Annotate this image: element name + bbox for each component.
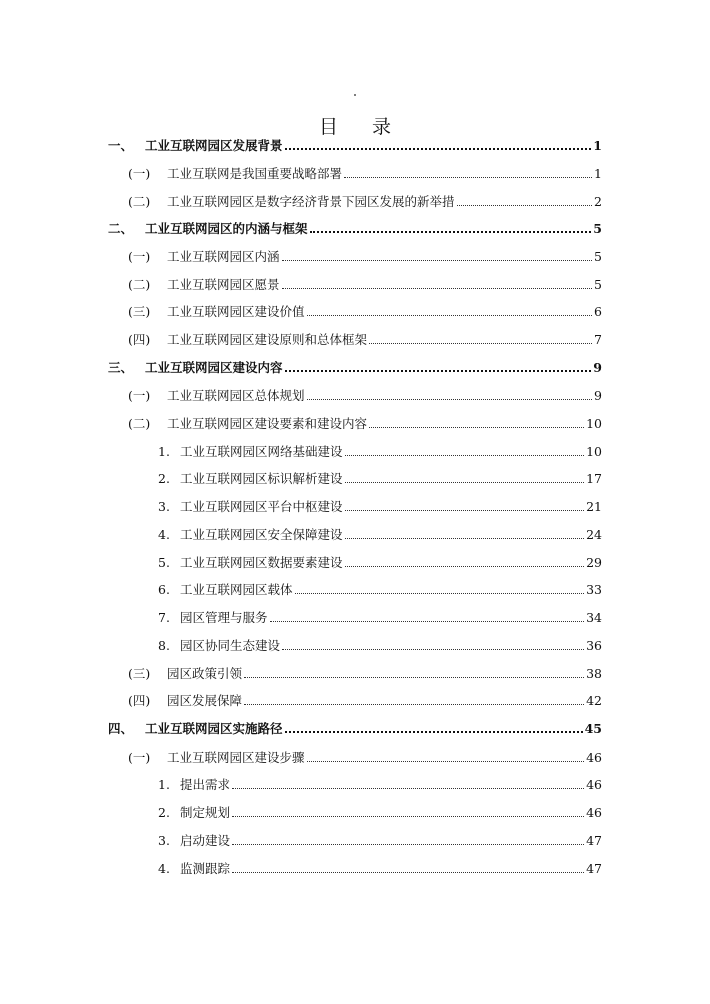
toc-entry-page: 24	[586, 527, 602, 542]
toc-entry-page: 1	[593, 138, 602, 153]
dot-leader	[244, 677, 584, 678]
dot-leader	[310, 231, 592, 233]
toc-entry-number: (四)	[128, 332, 151, 347]
toc-entry-page: 34	[586, 610, 602, 625]
toc-entry-number: (二)	[128, 194, 151, 209]
toc-entry[interactable]	[128, 689, 602, 709]
toc-entry-number: (二)	[128, 416, 151, 431]
dot-leader	[282, 260, 593, 261]
toc-entry[interactable]	[158, 551, 602, 571]
toc-entry-number: 二、	[108, 221, 134, 236]
toc-entry[interactable]	[158, 467, 602, 487]
toc-entry-title: 园区管理与服务	[180, 610, 268, 625]
toc-entry-page: 38	[586, 666, 602, 681]
toc-entry-page: 42	[586, 693, 602, 708]
toc-entry-number: 三、	[108, 360, 134, 375]
dot-leader	[244, 704, 584, 705]
toc-entry[interactable]	[158, 634, 602, 654]
toc-entry-number: 1.	[158, 444, 170, 459]
toc-entry-title: 工业互联网是我国重要战略部署	[167, 166, 343, 181]
toc-entry-page: 6	[594, 304, 602, 319]
toc-entry[interactable]	[158, 578, 602, 598]
page-title: 目 录	[318, 116, 406, 138]
toc-entry[interactable]	[128, 328, 602, 348]
dot-leader	[307, 761, 585, 762]
toc-entry[interactable]	[158, 606, 602, 626]
dot-leader	[232, 844, 584, 845]
toc-entry-title: 工业互联网园区网络基础建设	[180, 444, 343, 459]
toc-entry-title: 园区发展保障	[167, 693, 243, 708]
toc-entry-number: (一)	[128, 166, 151, 181]
toc-entry-title: 启动建设	[180, 833, 231, 848]
toc-entry[interactable]	[128, 190, 602, 210]
toc-entry[interactable]	[128, 162, 602, 182]
toc-entry-number: 6.	[158, 582, 170, 597]
toc-entry[interactable]	[158, 857, 602, 877]
toc-entry-page: 1	[594, 166, 602, 181]
toc-entry[interactable]	[158, 829, 602, 849]
toc-entry-page: 10	[586, 416, 602, 431]
toc-entry-title: 工业互联网园区建设要素和建设内容	[167, 416, 368, 431]
toc-entry-title: 工业互联网园区内涵	[167, 249, 280, 264]
toc-entry-page: 9	[594, 388, 602, 403]
toc-entry-number: 4.	[158, 861, 170, 876]
toc-entry-page: 2	[594, 194, 602, 209]
toc-entry[interactable]	[128, 273, 602, 293]
dot-leader	[307, 399, 593, 400]
toc-entry-page: 21	[586, 499, 602, 514]
toc-entry-title: 工业互联网园区数据要素建设	[180, 555, 343, 570]
toc-entry[interactable]	[128, 300, 602, 320]
toc-entry-number: 5.	[158, 555, 170, 570]
toc-entry-number: 2.	[158, 471, 170, 486]
toc-entry-title: 工业互联网园区建设步骤	[167, 750, 305, 765]
toc-entry-page: 45	[584, 721, 602, 736]
toc-entry[interactable]	[128, 662, 602, 682]
toc-entry-title: 监测跟踪	[180, 861, 231, 876]
dot-leader	[345, 455, 585, 456]
toc-entry-number: (二)	[128, 277, 151, 292]
dot-leader	[232, 816, 584, 817]
toc-entry[interactable]	[108, 217, 602, 237]
toc-entry-page: 7	[594, 332, 602, 347]
toc-entry-title: 工业互联网园区总体规划	[167, 388, 305, 403]
toc-entry-page: 46	[586, 805, 602, 820]
toc-entry-title: 工业互联网园区的内涵与框架	[145, 221, 308, 236]
toc-entry[interactable]	[158, 523, 602, 543]
toc-entry-title: 工业互联网园区实施路径	[145, 721, 283, 736]
toc-entry-page: 47	[586, 861, 602, 876]
toc-entry-page: 9	[593, 360, 602, 375]
toc-entry[interactable]	[158, 495, 602, 515]
dot-leader	[285, 731, 583, 733]
toc-entry-number: 四、	[108, 721, 134, 736]
toc-entry-number: 8.	[158, 638, 170, 653]
toc-entry-number: (三)	[128, 304, 151, 319]
toc-entry-title: 工业互联网园区标识解析建设	[180, 471, 343, 486]
toc-entry-title: 制定规划	[180, 805, 231, 820]
toc-entry-number: (三)	[128, 666, 151, 681]
toc-entry-title: 工业互联网园区建设价值	[167, 304, 305, 319]
dot-leader	[282, 649, 584, 650]
dot-leader	[232, 872, 584, 873]
dot-leader	[285, 148, 592, 150]
toc-entry-page: 5	[594, 249, 602, 264]
toc-entry-title: 工业互联网园区愿景	[167, 277, 280, 292]
toc-entry[interactable]	[128, 412, 602, 432]
dot-leader	[282, 288, 593, 289]
dot-leader	[232, 788, 584, 789]
toc-entry-number: 3.	[158, 833, 170, 848]
toc-entry[interactable]	[128, 746, 602, 766]
toc-entry-title: 工业互联网园区载体	[180, 582, 293, 597]
toc-entry-title: 工业互联网园区建设原则和总体框架	[167, 332, 368, 347]
toc-entry[interactable]	[108, 356, 602, 376]
toc-entry[interactable]	[108, 717, 602, 737]
toc-entry-page: 33	[586, 582, 602, 597]
toc-entry-title: 工业互联网园区安全保障建设	[180, 527, 343, 542]
dot-leader	[369, 427, 584, 428]
dot-leader	[457, 205, 593, 206]
toc-entry-page: 5	[594, 277, 602, 292]
toc-entry[interactable]	[128, 245, 602, 265]
toc-entry-number: 2.	[158, 805, 170, 820]
dot-leader	[345, 482, 585, 483]
toc-entry-title: 园区政策引领	[167, 666, 243, 681]
toc-entry-number: 4.	[158, 527, 170, 542]
dot-leader	[295, 593, 585, 594]
toc-entry-page: 17	[586, 471, 602, 486]
toc-entry-number: (四)	[128, 693, 151, 708]
toc-entry[interactable]	[158, 440, 602, 460]
toc-entry-page: 29	[586, 555, 602, 570]
toc-entry[interactable]	[108, 134, 602, 154]
toc-entry-title: 工业互联网园区是数字经济背景下园区发展的新举措	[167, 194, 455, 209]
toc-entry-number: 一、	[108, 138, 134, 153]
toc-entry-title: 工业互联网园区建设内容	[145, 360, 283, 375]
toc-entry-number: (一)	[128, 750, 151, 765]
toc-entry[interactable]	[128, 384, 602, 404]
dot-leader	[270, 621, 585, 622]
dot-leader	[369, 343, 592, 344]
toc-entry-page: 36	[586, 638, 602, 653]
toc-entry-page: 46	[586, 750, 602, 765]
toc-entry-page: 47	[586, 833, 602, 848]
toc-entry-page: 46	[586, 777, 602, 792]
toc-entry-page: 5	[593, 221, 602, 236]
dot-leader	[307, 315, 593, 316]
toc-entry-number: 7.	[158, 610, 170, 625]
dot-leader	[345, 538, 585, 539]
toc-entry[interactable]	[158, 773, 602, 793]
toc-entry-title: 提出需求	[180, 777, 231, 792]
toc-entry-title: 工业互联网园区发展背景	[145, 138, 283, 153]
toc-entry-title: 工业互联网园区平台中枢建设	[180, 499, 343, 514]
toc-entry-page: 10	[586, 444, 602, 459]
toc-entry-number: 1.	[158, 777, 170, 792]
dot-leader	[285, 370, 592, 372]
toc-entry-title: 园区协同生态建设	[180, 638, 281, 653]
dot-leader	[345, 510, 585, 511]
toc-entry[interactable]	[158, 801, 602, 821]
dot-leader	[345, 566, 585, 567]
toc-entry-number: (一)	[128, 249, 151, 264]
dot-leader	[344, 177, 592, 178]
toc-entry-number: (一)	[128, 388, 151, 403]
toc-entry-number: 3.	[158, 499, 170, 514]
